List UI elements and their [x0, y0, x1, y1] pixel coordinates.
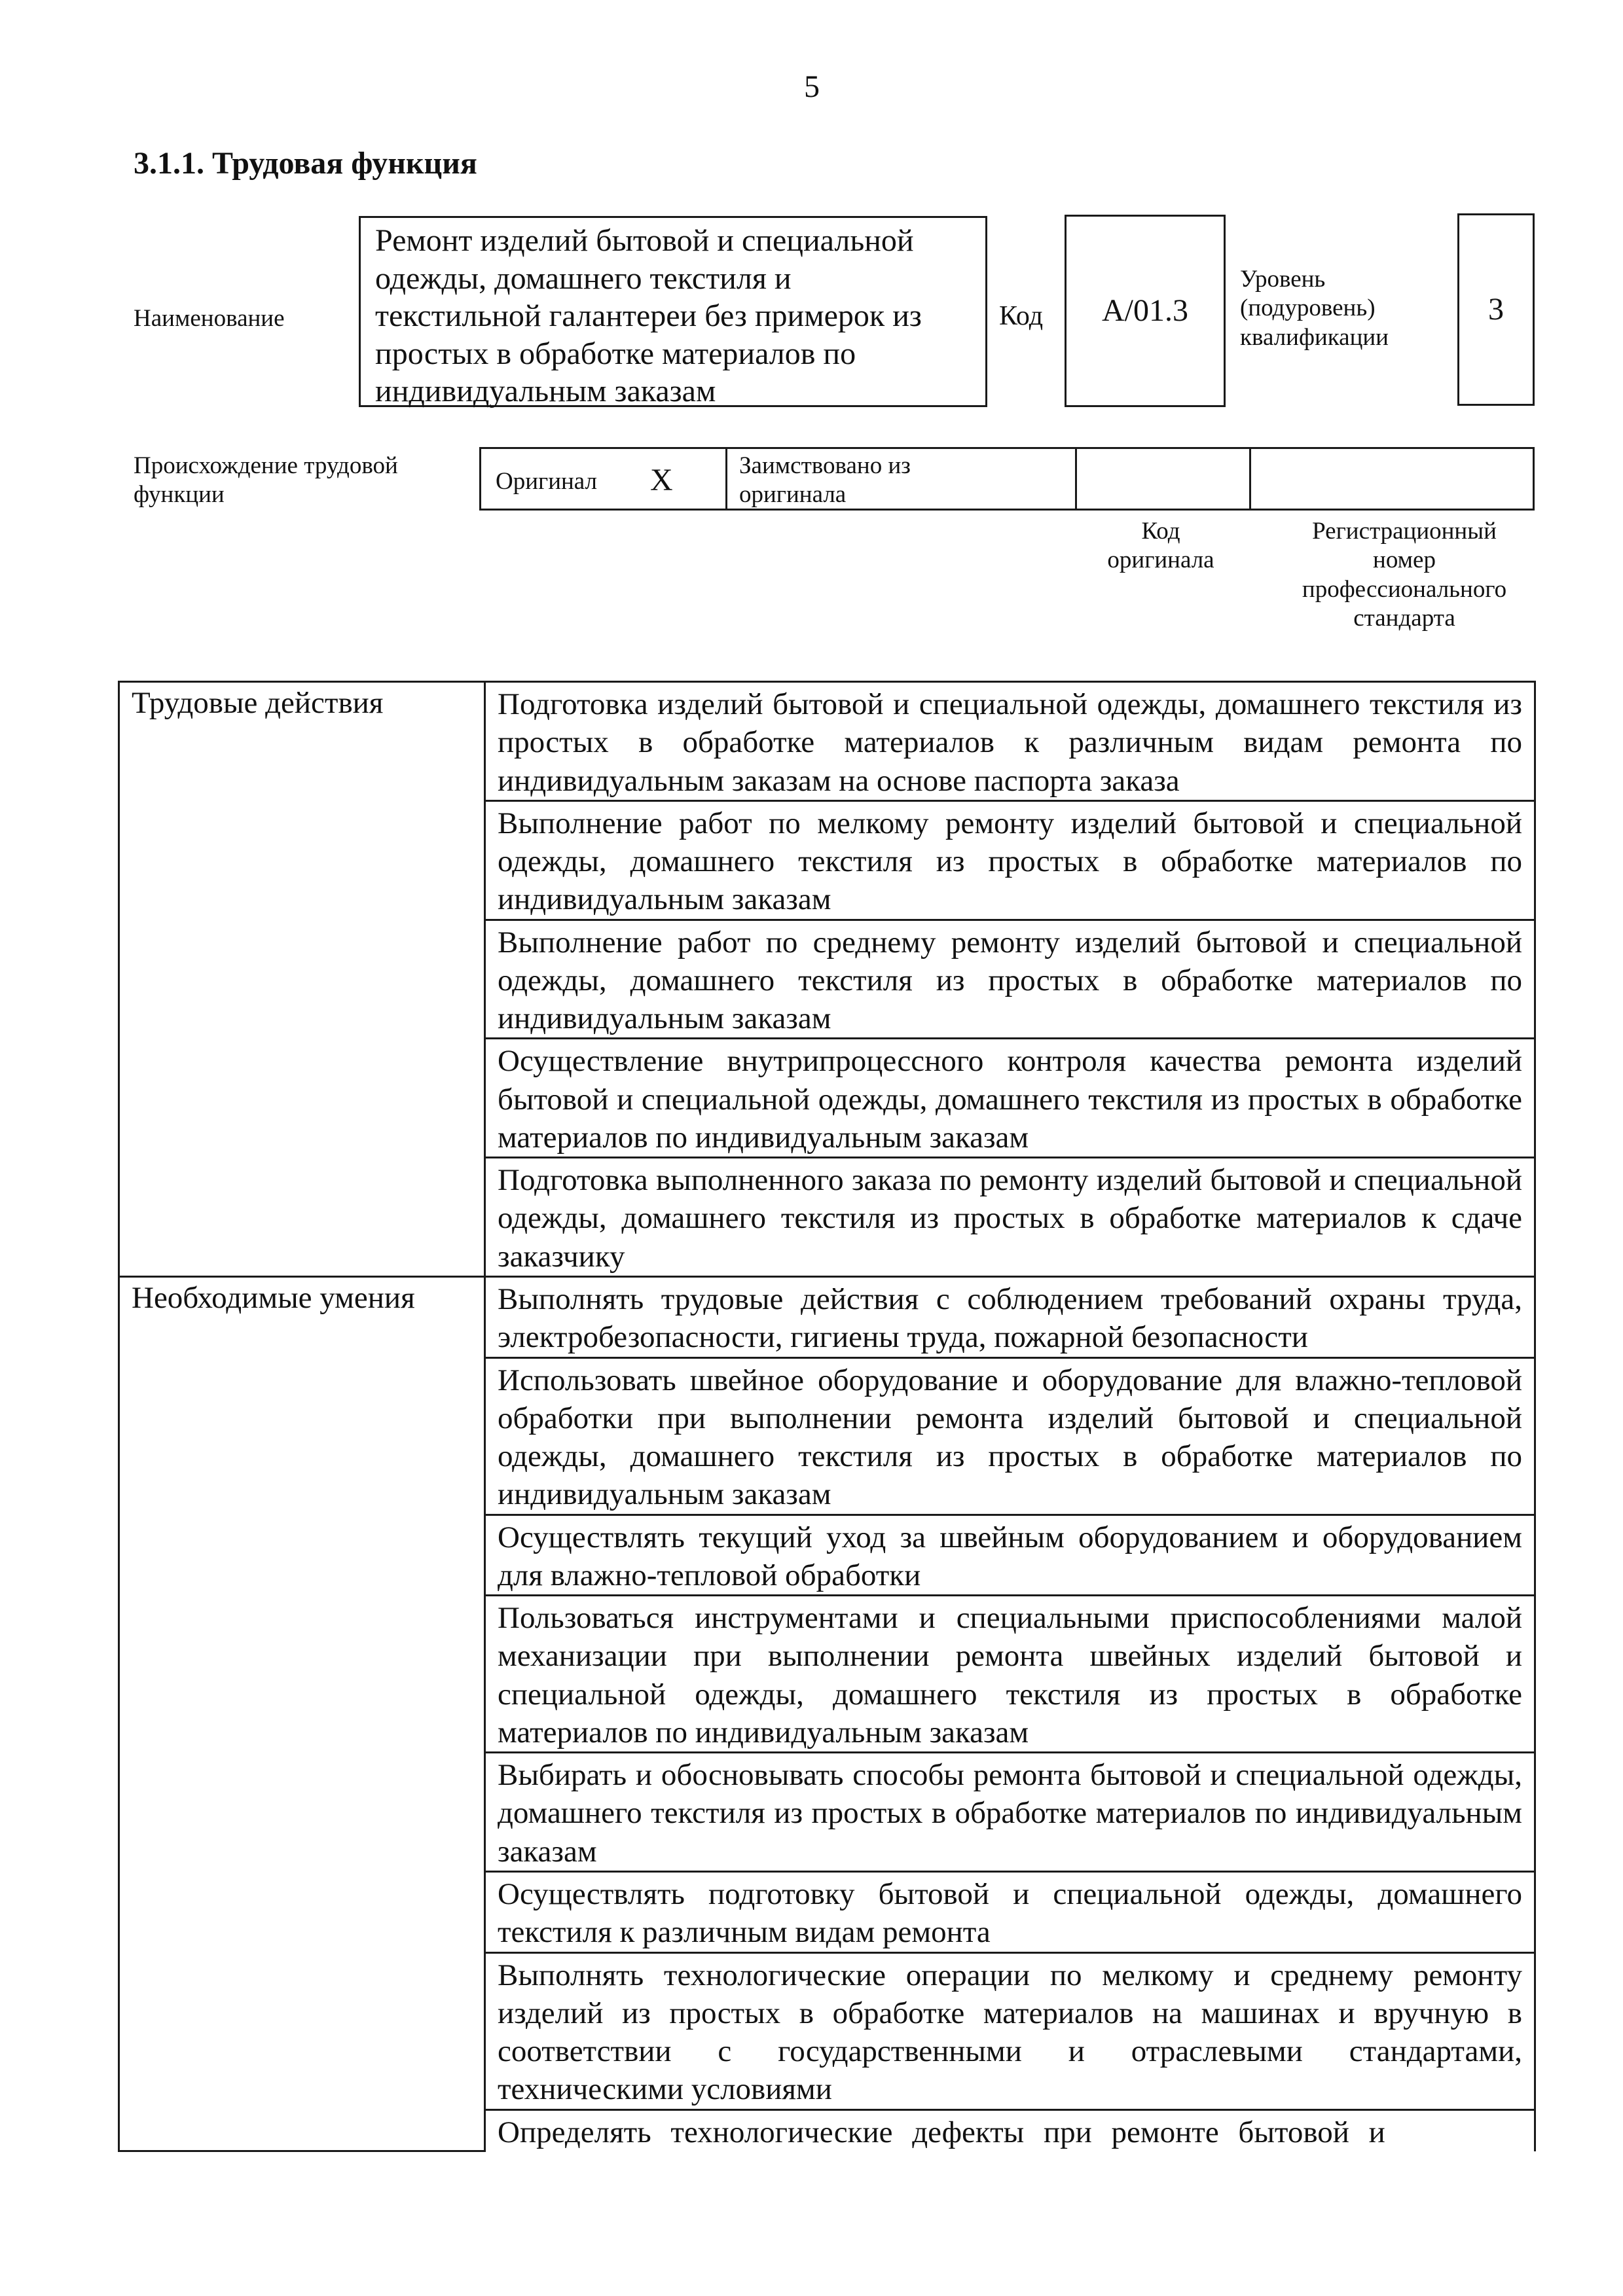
caption-line: оригинала: [1107, 547, 1214, 574]
table-row: [119, 1276, 1535, 1357]
origin-label-line: Происхождение трудовой: [134, 452, 398, 479]
code-value: А/01.3: [1102, 293, 1188, 329]
page-number: 5: [804, 69, 820, 104]
borrowed-cell: [727, 449, 1077, 509]
level-value: 3: [1488, 292, 1504, 327]
labor-action-item: Выполнение работ по мелкому ремонту изделий бытовой и специальной одежды, домашнего текстиля из простых в обработке материалов по индивидуальным заказам: [485, 800, 1535, 920]
original-cell: [481, 449, 727, 509]
caption-line: стандарта: [1353, 605, 1455, 632]
function-name-line: индивидуальным заказам: [375, 374, 716, 409]
borrowed-label-line: оригинала: [739, 481, 847, 509]
original-label: Оригинал: [496, 468, 598, 495]
function-table: [118, 681, 1536, 2152]
code-box: [1065, 215, 1226, 407]
level-label-line: квалификации: [1240, 323, 1389, 351]
borrowed-label: [739, 452, 911, 510]
labor-action-item: Осуществление внутрипроцессного контроля качества ремонта изделий бытовой и специальной одежды, домашнего текстиля из простых в обработке материалов по индивидуальным заказам: [485, 1039, 1535, 1158]
skill-item: Осуществлять текущий уход за швейным оборудованием и оборудованием для влажно-тепловой обработки: [485, 1515, 1535, 1596]
caption-line: Регистрационный: [1312, 518, 1497, 545]
skill-item: Выполнять трудовые действия с соблюдением требований охраны труда, электробезопасности, гигиены труда, пожарной безопасности: [485, 1276, 1535, 1357]
function-name-line: одежды, домашнего текстиля и: [375, 260, 792, 296]
original-mark: X: [650, 463, 673, 497]
skill-item: Использовать швейное оборудование и оборудование для влажно-тепловой обработки при выполнении ремонта изделий бытовой и специальной одежды, домашнего текстиля из простых в обработке материалов по индивидуальным заказам: [485, 1357, 1535, 1515]
registration-number-caption: [1264, 517, 1545, 634]
code-label: Код: [999, 301, 1044, 331]
registration-number-cell: [1251, 449, 1533, 509]
level-box: [1457, 213, 1535, 406]
caption-line: Код: [1141, 518, 1180, 545]
level-label-line: (подуровень): [1240, 295, 1376, 322]
skill-item: Определять технологические дефекты при ремонте бытовой и: [485, 2109, 1535, 2151]
caption-line: профессионального: [1302, 575, 1507, 603]
labor-action-item: Выполнение работ по среднему ремонту изделий бытовой и специальной одежды, домашнего текстиля из простых в обработке материалов по индивидуальным заказам: [485, 920, 1535, 1039]
name-label: Наименование: [134, 305, 285, 332]
function-name-line: Ремонт изделий бытовой и специальной: [375, 223, 914, 258]
borrowed-label-line: Заимствовано из: [739, 452, 911, 479]
skill-item: Осуществлять подготовку бытовой и специальной одежды, домашнего текстиля к различным видам ремонта: [485, 1871, 1535, 1952]
original-code-cell: [1077, 449, 1251, 509]
function-name-line: текстильной галантереи без примерок из: [375, 298, 922, 334]
original-code-caption: [1092, 517, 1230, 575]
section-title: 3.1.1. Трудовая функция: [134, 146, 477, 181]
labor-action-item: Подготовка выполненного заказа по ремонту изделий бытовой и специальной одежды, домашнего текстиля из простых в обработке материалов к сдаче заказчику: [485, 1158, 1535, 1277]
function-name-line: простых в обработке материалов по: [375, 336, 856, 371]
skill-item: Выбирать и обосновывать способы ремонта бытовой и специальной одежды, домашнего текстиля из простых в обработке материалов по индивидуальным заказам: [485, 1753, 1535, 1872]
level-label-line: Уровень: [1240, 266, 1326, 293]
skill-item: Выполнять технологические операции по мелкому и среднему ремонту изделий из простых в обработке материалов на машинах и вручную в соответствии с государственными и отраслевыми стандартами, техническими условиями: [485, 1952, 1535, 2109]
caption-line: номер: [1373, 547, 1436, 574]
origin-label: [134, 452, 398, 510]
level-label: [1240, 265, 1389, 352]
labor-action-item: Подготовка изделий бытовой и специальной одежды, домашнего текстиля из простых в обработке материалов к различным видам ремонта по индивидуальным заказам на основе паспорта заказа: [485, 682, 1535, 801]
origin-label-line: функции: [134, 481, 225, 509]
function-name-box: [359, 216, 987, 407]
labor-actions-header: Трудовые действия: [119, 682, 485, 1277]
skill-item: Пользоваться инструментами и специальными приспособлениями малой механизации при выполнении ремонта швейных изделий бытовой и специальной одежды, домашнего текстиля из простых в обработке материалов по индивидуальным заказам: [485, 1596, 1535, 1753]
origin-row: [479, 447, 1535, 511]
table-row: [119, 682, 1535, 801]
skills-header: Необходимые умения: [119, 1276, 485, 2151]
